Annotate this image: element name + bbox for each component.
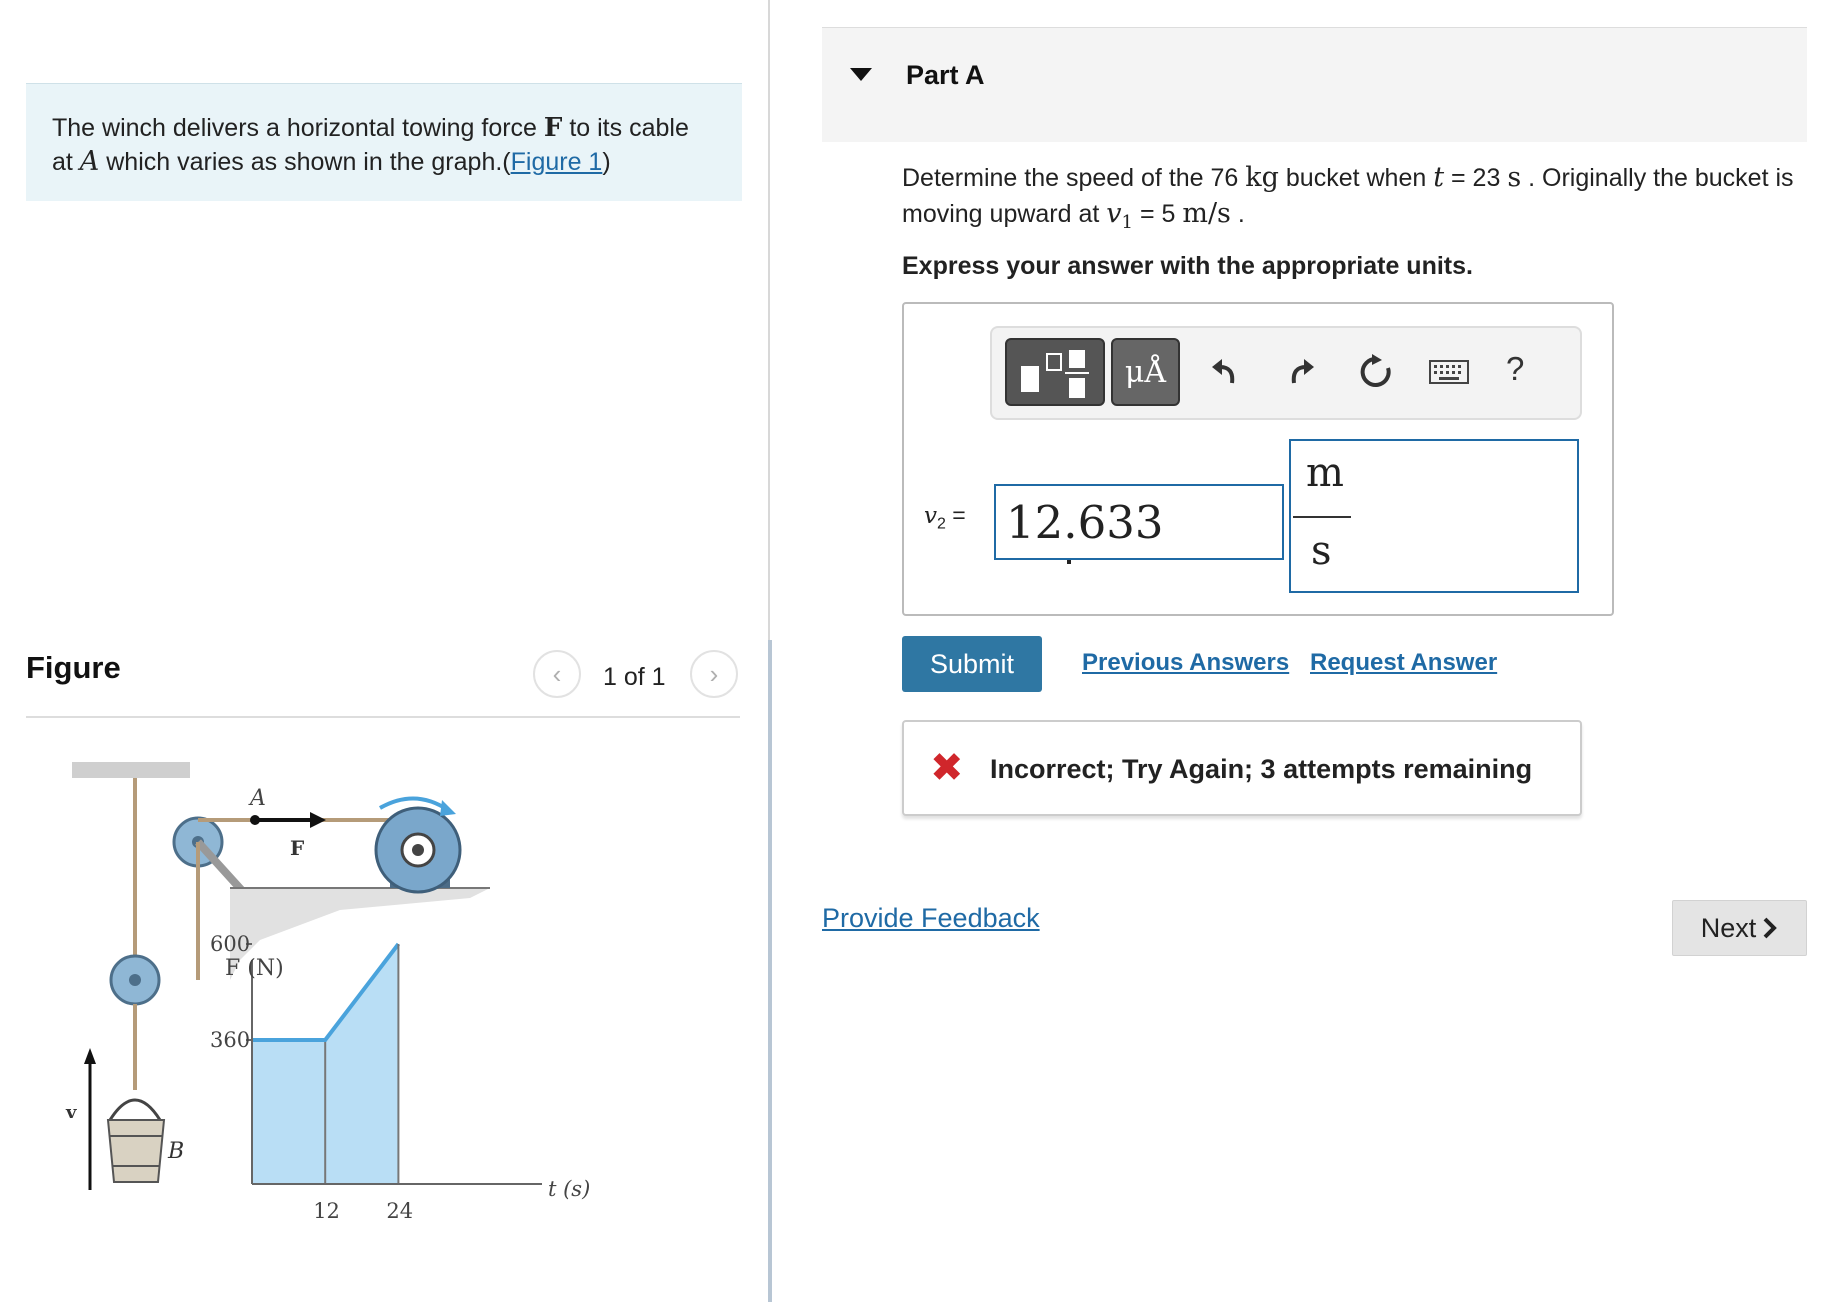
q-text-6: . [1230, 200, 1245, 228]
request-answer-link[interactable]: Request Answer [1310, 649, 1498, 676]
previous-answers-link[interactable]: Previous Answers [1082, 649, 1290, 676]
answer-value-input[interactable]: 12.633 [994, 484, 1284, 560]
caret-down-icon[interactable] [850, 68, 872, 81]
redo-icon [1284, 355, 1318, 389]
unit-fraction-bar [1293, 516, 1351, 518]
q-unit-s: s [1507, 162, 1522, 193]
force-time-graph [210, 932, 590, 1223]
q-text-2: bucket when [1278, 164, 1434, 192]
x-tick-label-24: 24 [386, 1199, 414, 1223]
point-a-dot [250, 815, 260, 825]
keyboard-button[interactable] [1428, 350, 1470, 394]
y-tick-label-600: 600 [210, 932, 251, 956]
figure-next-button[interactable] [690, 650, 738, 698]
q-unit-ms: m/s [1182, 198, 1231, 229]
rotation-arrowhead [440, 800, 456, 816]
problem-text-4: ) [602, 148, 611, 176]
chevron-right-icon: › [709, 658, 719, 689]
x-icon: ✖ [930, 746, 964, 790]
label-f: F [290, 836, 305, 860]
reset-button[interactable] [1354, 350, 1398, 394]
x-tick-label-12: 12 [313, 1199, 340, 1223]
q-var-t: t [1433, 162, 1445, 193]
chevron-left-icon: ‹ [552, 658, 562, 689]
winch-center [412, 844, 424, 856]
pane-divider-scroll[interactable] [768, 640, 772, 1302]
q-sub-1: 1 [1121, 212, 1133, 233]
lower-pulley-hub [129, 974, 141, 986]
winch-figure [60, 740, 740, 1260]
undo-icon [1208, 355, 1242, 389]
reset-icon [1358, 354, 1394, 390]
q-var-v: v [1106, 198, 1122, 229]
q-text-4: . Originally the bucket is moving upward at [902, 164, 1794, 228]
q-text-5: = 5 [1133, 200, 1183, 228]
templates-button[interactable] [1005, 338, 1105, 406]
label-b: B [168, 1139, 185, 1164]
next-button[interactable] [1672, 900, 1807, 956]
figure-link[interactable]: Figure 1 [510, 148, 603, 176]
figure-title: Figure [26, 650, 121, 685]
answer-sub: 2 [937, 515, 946, 533]
part-title[interactable]: Part A [906, 60, 985, 90]
keyboard-icon [1429, 360, 1469, 384]
chevron-right-icon [1762, 917, 1778, 939]
figure-divider [26, 716, 740, 718]
instructions: Express your answer with the appropriate units. [902, 252, 1473, 280]
answer-eq: = [945, 502, 966, 528]
input-cursor-dot [1067, 560, 1071, 564]
velocity-arrowhead [84, 1048, 96, 1064]
redo-button[interactable] [1279, 350, 1323, 394]
figure-prev-button[interactable] [533, 650, 581, 698]
force-arrowhead [310, 812, 326, 828]
submit-button[interactable]: Submit [902, 636, 1042, 692]
next-label: Next [1700, 912, 1757, 943]
unit-denominator: s [1311, 528, 1332, 574]
x-axis-label: t (s) [548, 1177, 591, 1201]
label-v: v [66, 1102, 77, 1123]
problem-text-1: The winch delivers a horizontal towing force [52, 114, 544, 142]
bucket [108, 1120, 164, 1182]
answer-var: v [924, 503, 937, 529]
force-symbol: F [543, 113, 563, 143]
question-text [902, 160, 1807, 240]
units-button[interactable]: μÅ [1111, 338, 1180, 406]
templates-icon [1007, 340, 1107, 408]
pane-divider [768, 0, 770, 640]
problem-text-3: which varies as shown in the graph.( [99, 148, 511, 176]
q-text-3: = 23 [1444, 164, 1508, 192]
y-axis-label: F (N) [225, 956, 284, 981]
q-text-1: Determine the speed of the 76 [902, 164, 1246, 192]
ceiling-support [72, 762, 190, 778]
point-symbol: A [79, 146, 100, 177]
undo-button[interactable] [1203, 350, 1247, 394]
figure-counter: 1 of 1 [603, 663, 666, 691]
problem-text-2: to its cable at [52, 114, 689, 176]
unit-numerator: m [1306, 450, 1344, 496]
problem-statement [26, 83, 742, 201]
feedback-message: Incorrect; Try Again; 3 attempts remaining [990, 754, 1533, 784]
label-a: A [250, 786, 266, 811]
answer-variable-label [924, 502, 966, 534]
provide-feedback-link[interactable]: Provide Feedback [822, 903, 1040, 933]
help-button[interactable]: ? [1506, 350, 1525, 387]
problem-pane [0, 0, 770, 1302]
y-tick-label-360: 360 [210, 1028, 251, 1052]
q-unit-kg: kg [1245, 162, 1279, 193]
bucket-handle [110, 1100, 160, 1120]
